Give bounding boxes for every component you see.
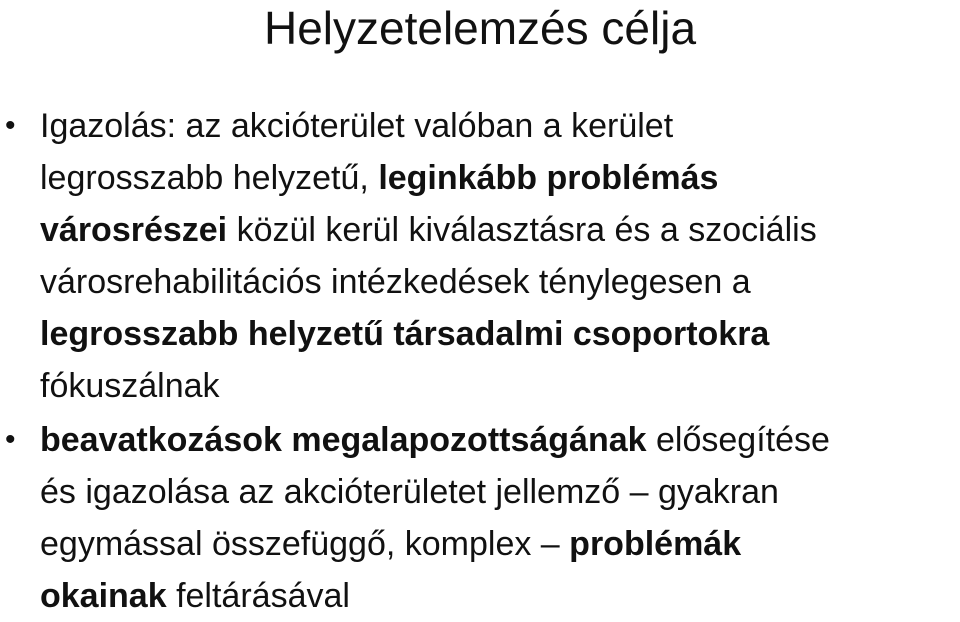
text-run-bold: beavatkozások megalapozottságának (40, 421, 647, 459)
bullet-icon: • (5, 423, 16, 456)
text-line (40, 204, 960, 256)
text-run: legrosszabb helyzetű, (40, 159, 379, 197)
text-line (40, 256, 960, 308)
bullet-item-interventions (0, 414, 960, 622)
text-line (40, 152, 960, 204)
text-run: Igazolás: az akcióterület valóban a kerület (40, 107, 674, 145)
text-run-bold: problémák (569, 525, 742, 563)
text-line (40, 308, 960, 360)
text-run-bold: legrosszabb helyzetű társadalmi csoportokra (40, 315, 770, 353)
text-line (40, 466, 960, 518)
bullet-list (0, 100, 960, 622)
text-run-bold: okainak (40, 577, 167, 615)
bullet-item-justification (0, 100, 960, 412)
text-run: egymással összefüggő, komplex – (40, 525, 570, 563)
text-run: közül kerül kiválasztásra és a szociális (227, 211, 817, 249)
text-run: és igazolása az akcióterületet jellemző – gyakran (40, 473, 779, 511)
text-line (40, 518, 960, 570)
text-line (40, 414, 960, 466)
bullet-icon: • (5, 109, 16, 142)
text-run-bold: városrészei (40, 211, 228, 249)
text-run: városrehabilitációs intézkedések ténylegesen a (40, 263, 751, 301)
text-line (40, 100, 960, 152)
slide-title: Helyzetelemzés célja (263, 2, 697, 54)
text-line (40, 570, 960, 622)
text-line (40, 360, 960, 412)
text-run-bold: leginkább problémás (378, 159, 719, 197)
text-run: elősegítése (646, 421, 830, 459)
text-run: fókuszálnak (40, 367, 220, 405)
text-run: feltárásával (166, 577, 350, 615)
